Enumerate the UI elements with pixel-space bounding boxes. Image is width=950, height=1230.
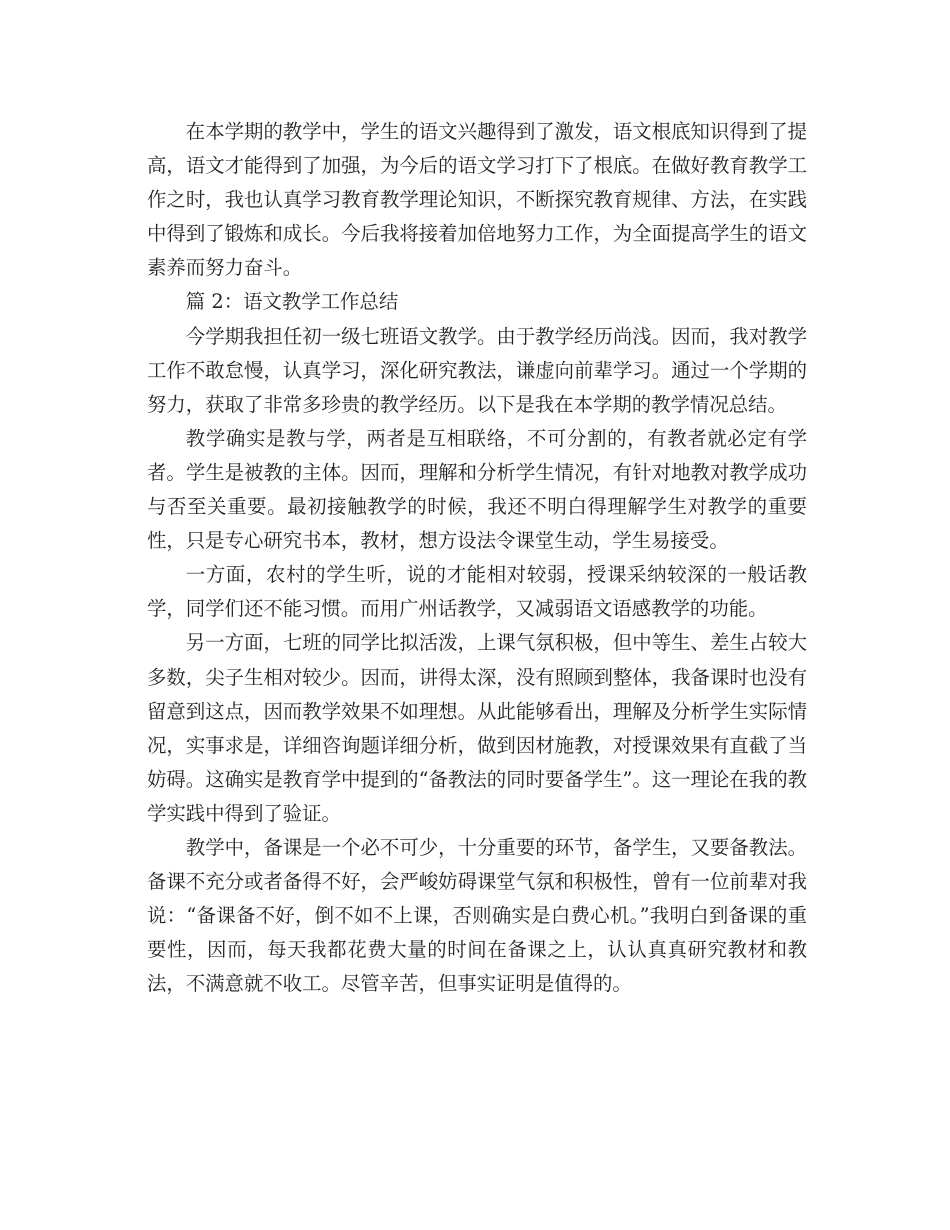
paragraph-teaching-learning: 教学确实是教与学，两者是互相联络，不可分割的，有教者就必定有学者。学生是被教的主体。因而，理解和分析学生情况，有针对地教对教学成功与否至关重要。最初接触教学的时候，我还不明白得理解学生对教学的重要性，只是专心研究书本，教材，想方设法令课堂生动，学生易接受。 bbox=[147, 426, 807, 553]
paragraph-other-hand: 另一方面，七班的同学比拟活泼，上课气氛积极，但中等生、差生占较大多数，尖子生相对较少。因而，讲得太深，没有照顾到整体，我备课时也没有留意到这点，因而教学效果不如理想。从此能够看出，理解及分析学生实际情况，实事求是，详细咨询题详细分析，做到因材施教，对授课效果有直截了当妨碍。这确实是教育学中提到的“备教法的同时要备学生”。这一理论在我的教学实践中得到了验证。 bbox=[147, 631, 807, 825]
section-heading: 篇 2：语文教学工作总结 bbox=[185, 290, 399, 314]
document-body bbox=[147, 115, 807, 1001]
paragraph-one-hand: 一方面，农村的学生听，说的才能相对较弱，授课采纳较深的一般话教学，同学们还不能习惯。而用广州话教学，又减弱语文语感教学的功能。 bbox=[147, 563, 807, 621]
paragraph-lesson-prep: 教学中，备课是一个必不可少，十分重要的环节，备学生，又要备教法。备课不充分或者备得不好，会严峻妨碍课堂气氛和积极性，曾有一位前辈对我说：“备课备不好，倒不如不上课，否则确实是白费心机。”我明白到备课的重要性，因而，每天我都花费大量的时间在备课之上，认认真真研究教材和教法，不满意就不收工。尽管辛苦，但事实证明是值得的。 bbox=[147, 835, 807, 996]
paragraph-conclusion: 在本学期的教学中，学生的语文兴趣得到了激发，语文根底知识得到了提高，语文才能得到了加强，为今后的语文学习打下了根底。在做好教育教学工作之时，我也认真学习教育教学理论知识，不断探究教育规律、方法，在实践中得到了锻炼和成长。今后我将接着加倍地努力工作，为全面提高学生的语文素养而努力奋斗。 bbox=[147, 120, 807, 280]
paragraph-intro: 今学期我担任初一级七班语文教学。由于教学经历尚浅。因而，我对教学工作不敢怠慢，认真学习，深化研究教法，谦虚向前辈学习。通过一个学期的努力，获取了非常多珍贵的教学经历。以下是我在本学期的教学情况总结。 bbox=[147, 324, 807, 416]
